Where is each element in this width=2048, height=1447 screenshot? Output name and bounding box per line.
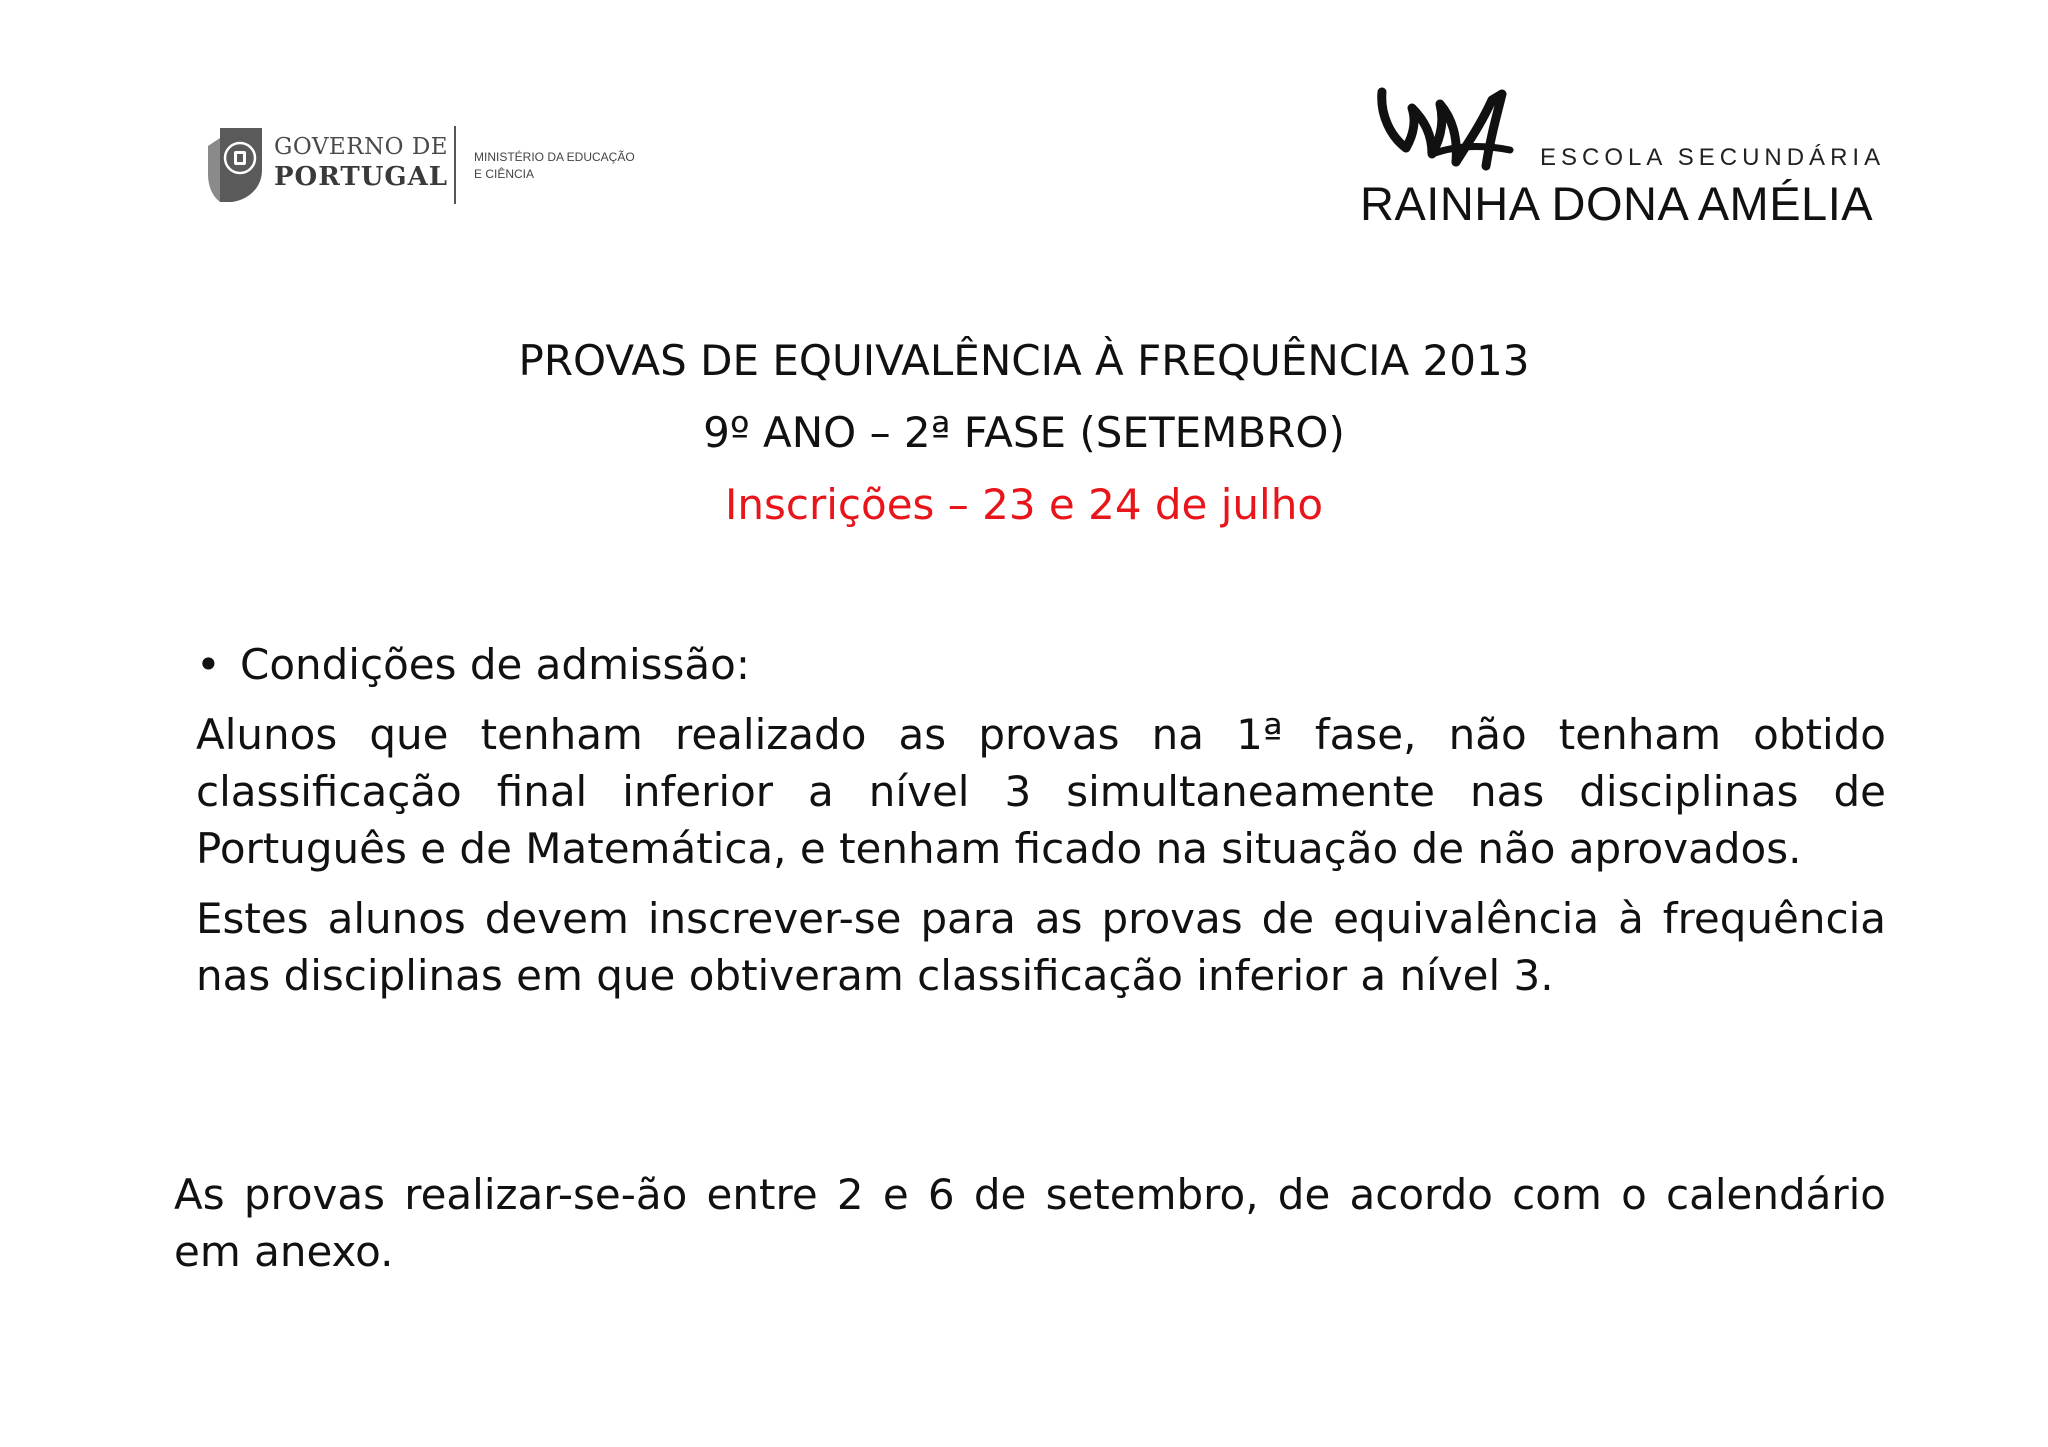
admission-conditions-heading (196, 640, 750, 690)
gov-logo-line2: PORTUGAL (274, 162, 449, 192)
bullet-heading-text: Condições de admissão: (240, 640, 751, 689)
escola-secundaria-logo (1360, 84, 1886, 234)
school-logo-line2: RAINHA DONA AMÉLIA (1360, 177, 1874, 230)
document-title: PROVAS DE EQUIVALÊNCIA À FREQUÊNCIA 2013 (518, 336, 1530, 385)
registration-instructions-paragraph: Estes alunos devem inscrever-se para as provas de equivalência à frequência nas disciplinas em que obtiveram classificação inferior a nível 3. (196, 894, 1886, 1000)
ministry-line2: E CIÊNCIA (474, 167, 535, 181)
admission-conditions-paragraph: Alunos que tenham realizado as provas na 1ª fase, não tenham obtido classificação final inferior a nível 3 simultaneamente nas disciplinas de Português e de Matemática, e tenham ficado na situação de não aprovados. (196, 710, 1886, 873)
governo-de-portugal-logo (206, 122, 666, 206)
gov-logo-line1: GOVERNO DE (274, 134, 449, 160)
portugal-shield-emblem-icon (206, 124, 264, 204)
crown-mark-icon (1370, 84, 1520, 174)
exam-dates-paragraph: As provas realizar-se-ão entre 2 e 6 de setembro, de acordo com o calendário em anexo. (174, 1170, 1886, 1276)
bullet-icon: • (196, 640, 221, 689)
gov-logo-divider (454, 126, 456, 204)
school-logo-line1: ESCOLA SECUNDÁRIA (1540, 144, 1886, 171)
document-subtitle: 9º ANO – 2ª FASE (SETEMBRO) (703, 408, 1345, 457)
ministry-line1: MINISTÉRIO DA EDUCAÇÃO (474, 150, 635, 164)
registration-dates: Inscrições – 23 e 24 de julho (724, 480, 1324, 529)
